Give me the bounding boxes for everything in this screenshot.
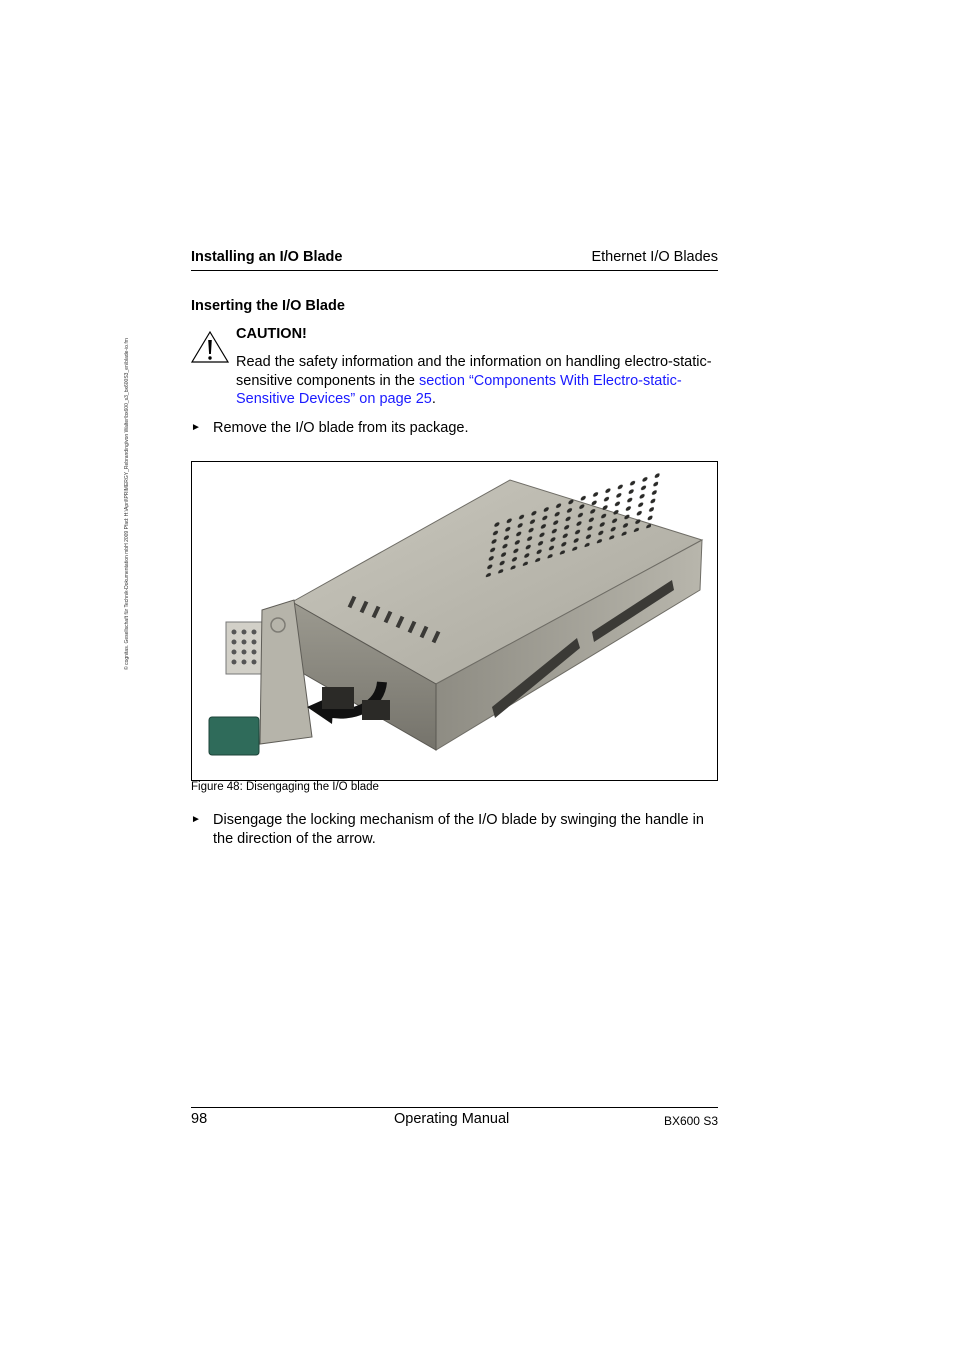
warning-triangle-icon (190, 330, 230, 364)
step-remove-blade (191, 419, 718, 438)
page-number: 98 (191, 1111, 208, 1127)
figure-caption: Figure 48: Disengaging the I/O blade (191, 781, 379, 793)
header-divider (191, 270, 718, 271)
step-bullet: ► (191, 814, 201, 825)
product-model: BX600 S3 (663, 1114, 718, 1128)
io-blade-illustration (192, 462, 717, 780)
caution-title: CAUTION! (236, 326, 307, 342)
caution-text-end: . (431, 391, 436, 407)
step-text: Remove the I/O blade from its package. (213, 420, 469, 436)
manual-title: Operating Manual (394, 1111, 510, 1127)
copyright-text: © cognitas. Gesellschaft für Technik-Dokumentation mbH 2009 Pfad: H:\April\PRIMERGY_Rebranding\von Walter\bx600_s3_bx600S3_en\blade-io.fm (124, 338, 130, 670)
caution-body (236, 353, 718, 409)
caution-text: Read the safety information and the information on handling electro-static-sensitive components in the (236, 354, 712, 389)
step-bullet: ► (191, 422, 201, 433)
esd-section-link[interactable]: section “Components With Electro-static-Sensitive Devices” on page 25 (236, 372, 682, 407)
step-disengage-lock (191, 811, 718, 848)
side-copyright-note (124, 240, 132, 670)
page-heading: Inserting the I/O Blade (191, 298, 345, 314)
step-text: Disengage the locking mechanism of the I/O blade by swinging the handle in the direction of the arrow. (213, 812, 704, 847)
figure-io-blade (191, 461, 718, 781)
footer-divider (191, 1107, 718, 1108)
chapter-title: Installing an I/O Blade (191, 249, 343, 265)
section-title: Ethernet I/O Blades (591, 249, 718, 265)
